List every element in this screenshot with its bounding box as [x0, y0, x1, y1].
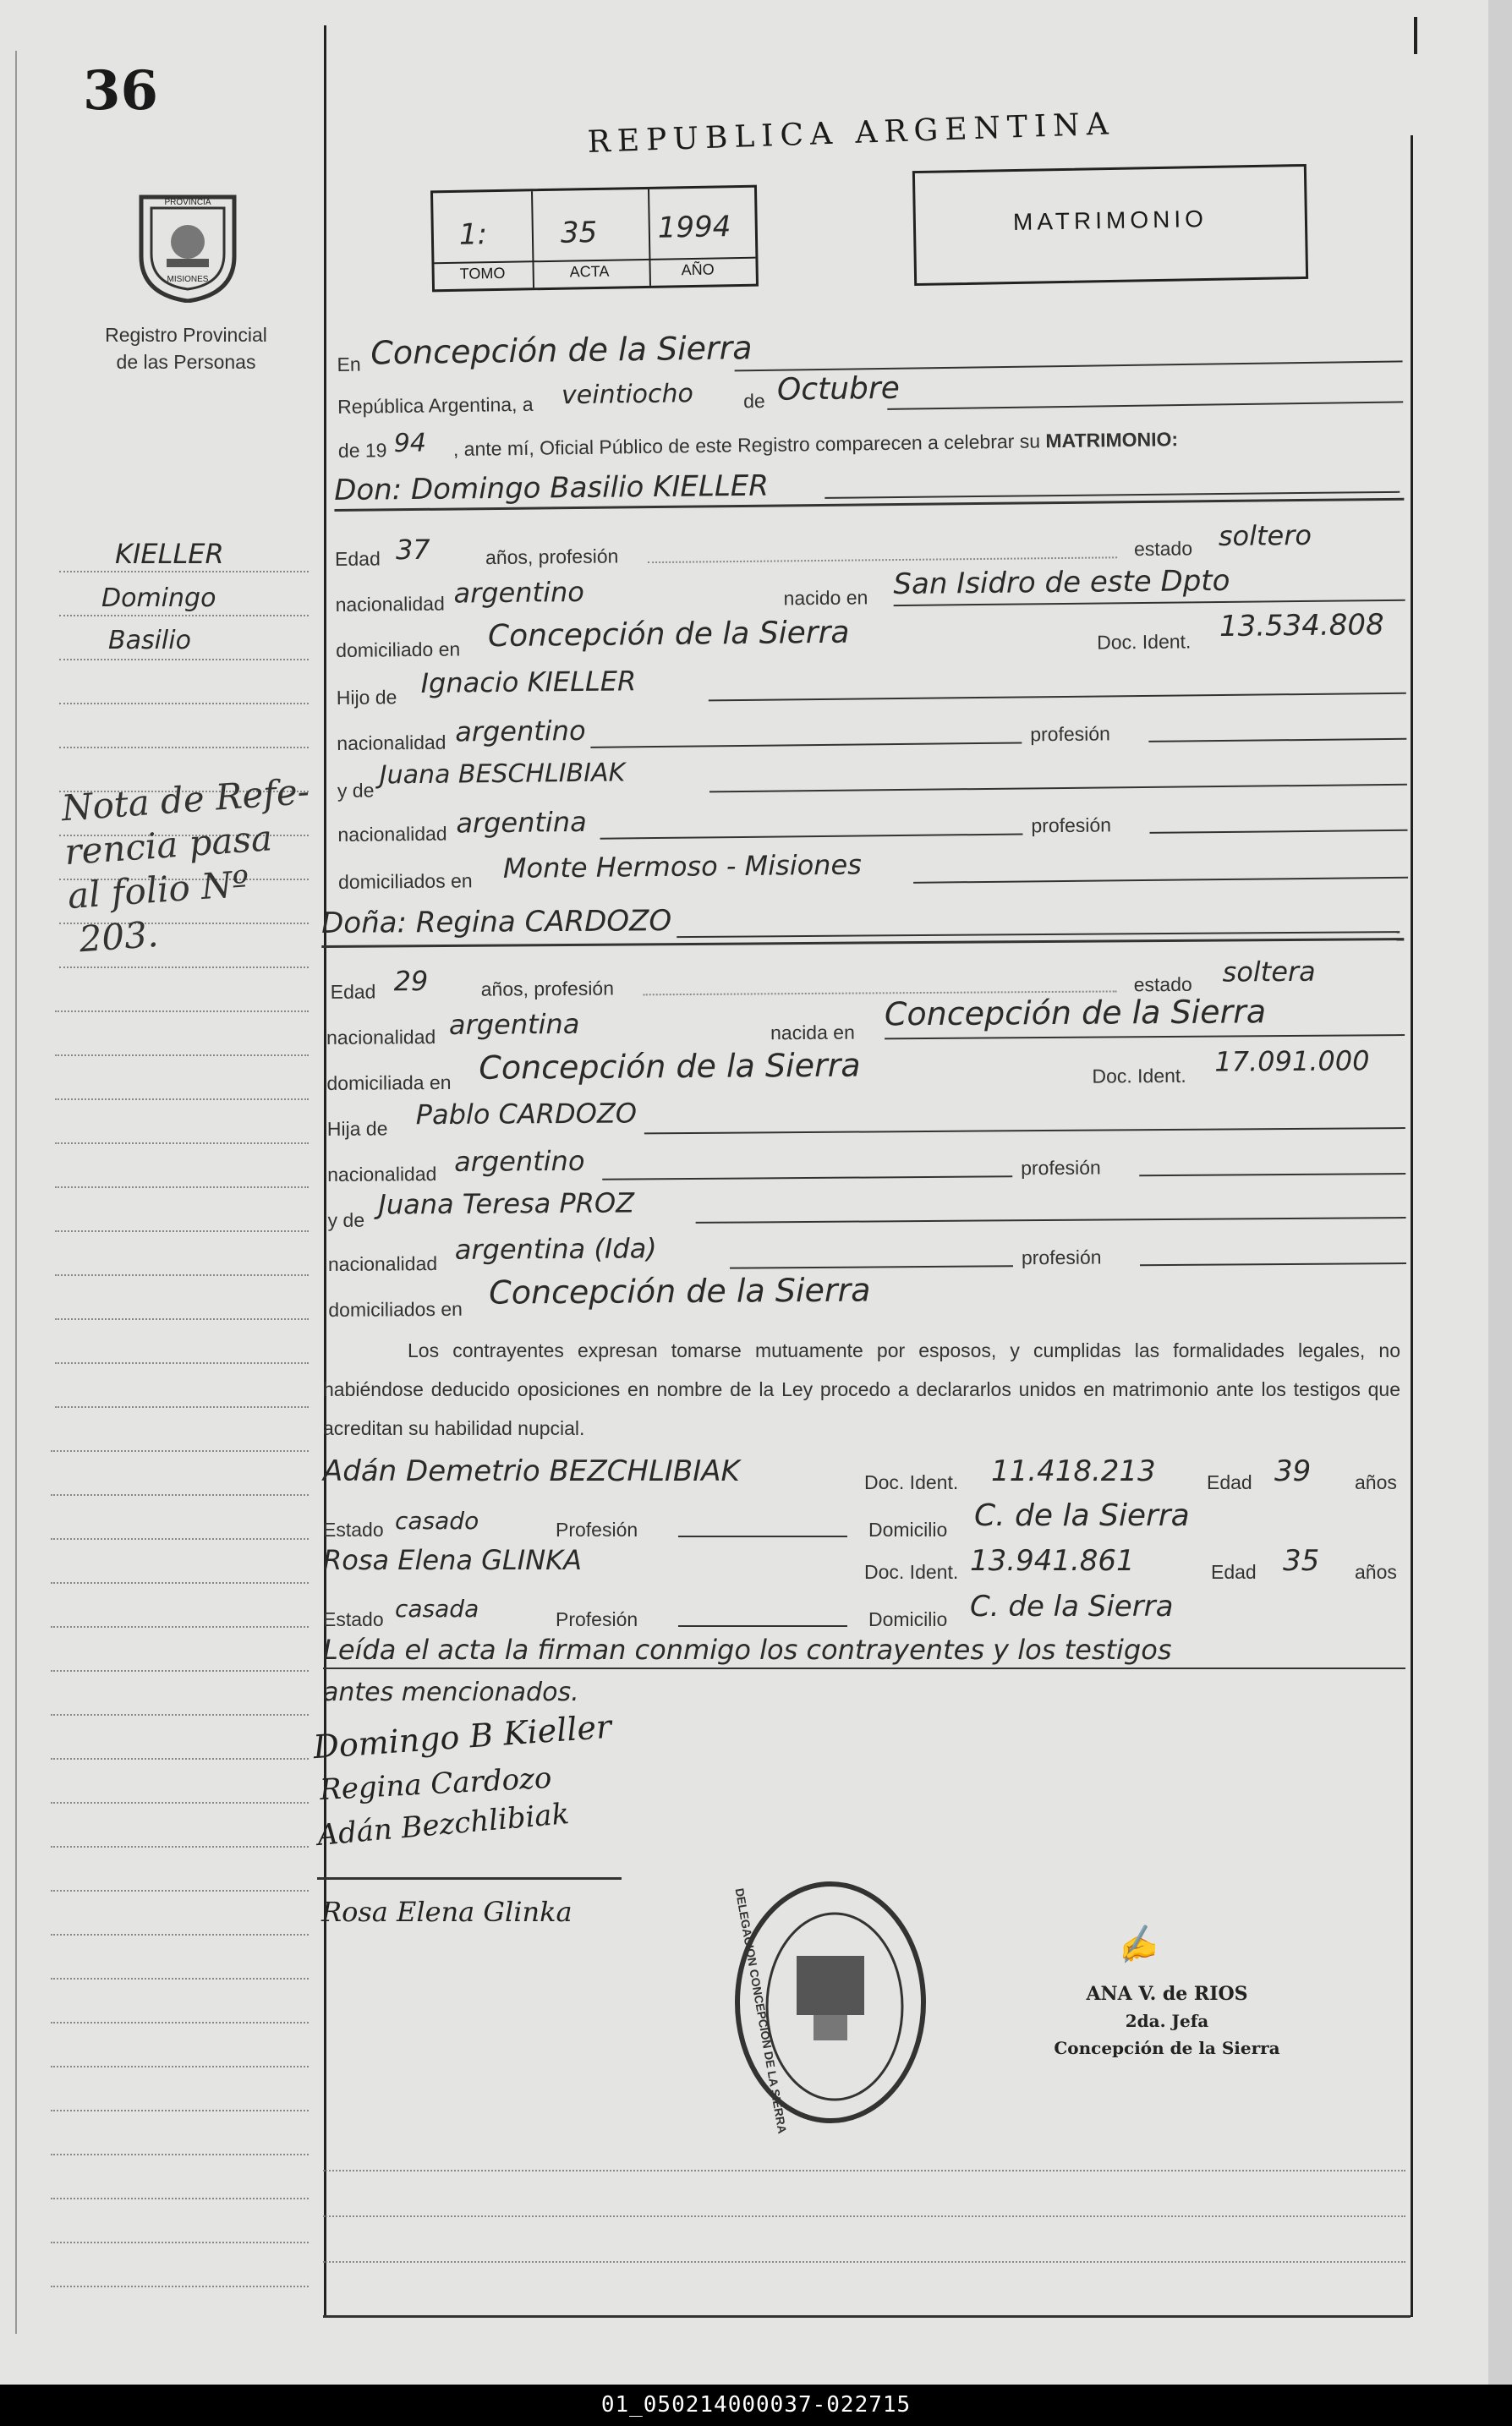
bride-estado-label: estado — [1133, 972, 1192, 996]
ano-label: AÑO — [681, 260, 715, 279]
witness-2-edad: 35 — [1283, 1544, 1320, 1578]
groom-nacionalidad-label: nacionalidad — [335, 592, 445, 616]
witness-1-edad-label: Edad — [1207, 1471, 1252, 1493]
witness-2-anos-label: años — [1355, 1561, 1397, 1583]
groom-madre-nac: argentina — [456, 805, 587, 840]
en-label: En — [337, 353, 361, 375]
witness-2-name: Rosa Elena GLINKA — [323, 1544, 582, 1576]
signature-witness-1: Adán Bezchlibiak — [315, 1797, 571, 1853]
place-value: Concepción de la Sierra — [370, 329, 753, 372]
stamp-text: DELEGACION CONCEPCION DE LA SIERRA — [732, 1887, 790, 2135]
groom-madre-prof-label: profesión — [1031, 813, 1112, 837]
witness-2-estado-label: Estado — [323, 1608, 384, 1630]
witness-2-estado: casada — [395, 1595, 479, 1623]
acta-label: ACTA — [569, 262, 610, 281]
doc-type-box — [912, 164, 1308, 286]
signature-groom: Domingo B Kieller — [311, 1707, 613, 1766]
margin-given-name-1: Domingo — [101, 583, 216, 613]
groom-nacido-label: nacido en — [783, 586, 868, 610]
note-line-1: Nota de Refe- — [60, 770, 311, 830]
official-block — [1023, 1980, 1311, 2062]
note-line-2: rencia pasa — [63, 817, 274, 873]
groom-nacido: San Isidro de este Dpto — [893, 563, 1230, 602]
bride-domiciliada-label: domiciliada en — [326, 1071, 452, 1094]
bride-nacida: Concepción de la Sierra — [884, 993, 1267, 1033]
groom-padres-dom: Monte Hermoso - Misiones — [502, 848, 863, 884]
bride-doc: 17.091.000 — [1214, 1044, 1370, 1078]
groom-hijo-label: Hijo de — [336, 686, 397, 709]
groom-name: Don: Domingo Basilio KIELLER — [334, 468, 770, 507]
page-number: 36 — [83, 59, 159, 123]
witness-1-name: Adán Demetrio BEZCHLIBIAK — [323, 1454, 740, 1488]
witness-1-domicilio: C. de la Sierra — [974, 1498, 1190, 1533]
bride-estado: soltera — [1222, 955, 1316, 988]
margin-surname: KIELLER — [115, 538, 224, 570]
bride-padre: Pablo CARDOZO — [415, 1097, 638, 1131]
bride-madre: Juana Teresa PROZ — [378, 1186, 635, 1221]
bride-madre-prof-label: profesión — [1021, 1246, 1102, 1269]
intro-section — [337, 320, 1406, 462]
witness-2-doc: 13.941.861 — [970, 1544, 1135, 1578]
republic-title: REPUBLICA ARGENTINA — [587, 107, 1116, 160]
official-place: Concepción de la Sierra — [1054, 2038, 1280, 2058]
statement-paragraph: Los contrayentes expresan tomarse mutuamente por esposos, y cumplidas las formalidades legales, no habiéndose deducido oposiciones en nombre de la Ley procedo a declararlos unidos en matrimonio ante los testigos que acreditan su habilidad nupcial. — [323, 1339, 1400, 1439]
tomo-value: 1: — [458, 217, 488, 252]
bride-edad-label: Edad — [330, 980, 376, 1003]
bride-nacionalidad-label: nacionalidad — [326, 1026, 436, 1049]
registry-name — [85, 321, 288, 375]
bride-section — [321, 899, 1404, 1321]
closing-line-1: Leída el acta la firman conmigo los contrayentes y los testigos — [323, 1634, 1172, 1666]
bride-nacida-label: nacida en — [770, 1021, 855, 1044]
groom-doc-label: Doc. Ident. — [1097, 630, 1192, 654]
witness-2-domicilio-label: Domicilio — [868, 1608, 948, 1630]
groom-anos-profesion-label: años, profesión — [485, 545, 619, 569]
groom-section — [334, 463, 1408, 893]
day-value: veintiocho — [561, 379, 694, 411]
acta-value: 35 — [560, 215, 598, 250]
intro-text — [453, 428, 1179, 461]
official-title: 2da. Jefa — [1125, 2011, 1209, 2031]
tomo-label: TOMO — [459, 264, 506, 282]
margin-reference-note — [60, 769, 320, 962]
year-suffix: 94 — [393, 428, 427, 459]
seal-top-text: PROVINCIA — [164, 198, 211, 207]
witness-1-estado: casado — [395, 1507, 479, 1535]
bride-doc-label: Doc. Ident. — [1092, 1064, 1186, 1087]
groom-padres-dom-label: domiciliados en — [337, 869, 473, 893]
witness-1-domicilio-label: Domicilio — [868, 1519, 948, 1541]
groom-padre: Ignacio KIELLER — [420, 665, 637, 699]
witness-1-estado-label: Estado — [323, 1519, 384, 1541]
margin-divider-line — [324, 25, 326, 2317]
note-line-3: al folio Nº — [66, 863, 250, 917]
groom-padre-nac: argentino — [455, 714, 586, 748]
groom-madre: Juana BESCHLIBIAK — [379, 758, 626, 791]
bride-padres-dom-label: domiciliados en — [328, 1297, 463, 1321]
bride-madre-nac: argentina (Ida) — [454, 1232, 657, 1266]
doc-type-label: MATRIMONIO — [1012, 205, 1208, 236]
bride-madre-label: y de — [327, 1208, 365, 1231]
closing-line-2: antes mencionados. — [323, 1678, 579, 1707]
bride-hija-label: Hija de — [326, 1117, 388, 1140]
groom-padre-prof-label: profesión — [1030, 722, 1111, 746]
groom-padre-nac-label: nacionalidad — [337, 731, 446, 754]
witness-2-edad-label: Edad — [1211, 1561, 1257, 1583]
intro-text-bold: MATRIMONIO: — [1045, 428, 1179, 452]
margin-given-name-2: Basilio — [108, 626, 191, 655]
witness-1-doc-label: Doc. Ident. — [864, 1471, 959, 1493]
groom-domiciliado-label: domiciliado en — [336, 638, 461, 661]
groom-edad-label: Edad — [334, 547, 381, 570]
index-box — [430, 185, 759, 293]
file-id-footer: 01_050214000037-022715 — [0, 2385, 1512, 2426]
registry-line-1: Registro Provincial — [105, 324, 267, 346]
right-tick-mark — [1414, 17, 1417, 54]
bride-nacionalidad: argentina — [448, 1007, 580, 1041]
official-signature: ✍ — [1111, 1921, 1161, 1969]
bride-madre-nac-label: nacionalidad — [327, 1252, 438, 1275]
witness-2-domicilio: C. de la Sierra — [970, 1590, 1174, 1624]
de-label: de — [742, 389, 765, 413]
bride-padre-nac-label: nacionalidad — [327, 1163, 437, 1186]
registry-line-2: de las Personas — [116, 351, 256, 373]
witness-2-doc-label: Doc. Ident. — [864, 1561, 959, 1583]
bride-name: Doña: Regina CARDOZO — [321, 904, 672, 940]
witness-1-anos-label: años — [1355, 1471, 1397, 1493]
republica-label: República Argentina, a — [337, 392, 534, 418]
seal-bottom-text: MISIONES — [167, 275, 209, 284]
signature-bride: Regina Cardozo — [319, 1761, 553, 1808]
groom-domicilio: Concepción de la Sierra — [487, 615, 850, 654]
bride-domicilio: Concepción de la Sierra — [479, 1046, 861, 1087]
groom-madre-nac-label: nacionalidad — [337, 822, 447, 846]
year-prefix: de 19 — [337, 439, 387, 462]
groom-doc: 13.534.808 — [1219, 608, 1384, 644]
bride-anos-profesion-label: años, profesión — [480, 977, 615, 1000]
witness-1-edad: 39 — [1274, 1454, 1312, 1488]
groom-edad: 37 — [395, 533, 430, 567]
groom-estado: soltero — [1218, 518, 1312, 553]
witness-1-profesion-label: Profesión — [556, 1519, 638, 1541]
intro-text-body: , ante mí, Oficial Público de este Registro comparecen a celebrar su — [452, 430, 1041, 461]
witness-1-doc: 11.418.213 — [991, 1454, 1156, 1488]
bride-padres-dom: Concepción de la Sierra — [489, 1271, 871, 1312]
left-edge-line — [15, 51, 17, 2334]
bride-edad: 29 — [393, 965, 429, 998]
bride-padre-prof-label: profesión — [1021, 1156, 1101, 1180]
groom-madre-label: y de — [337, 779, 375, 802]
groom-nacionalidad: argentino — [453, 575, 585, 610]
ano-value: 1994 — [657, 210, 731, 245]
official-name: ANA V. de RIOS — [1086, 1983, 1248, 2005]
signature-witness-2: Rosa Elena Glinka — [321, 1896, 572, 1928]
month-value: Octubre — [776, 370, 901, 408]
groom-estado-label: estado — [1133, 537, 1193, 561]
witness-2-profesion-label: Profesión — [556, 1608, 638, 1630]
bride-padre-nac: argentino — [453, 1144, 585, 1178]
note-line-4: 203. — [78, 912, 160, 961]
right-border-line — [1411, 135, 1413, 2317]
province-seal — [133, 184, 243, 303]
